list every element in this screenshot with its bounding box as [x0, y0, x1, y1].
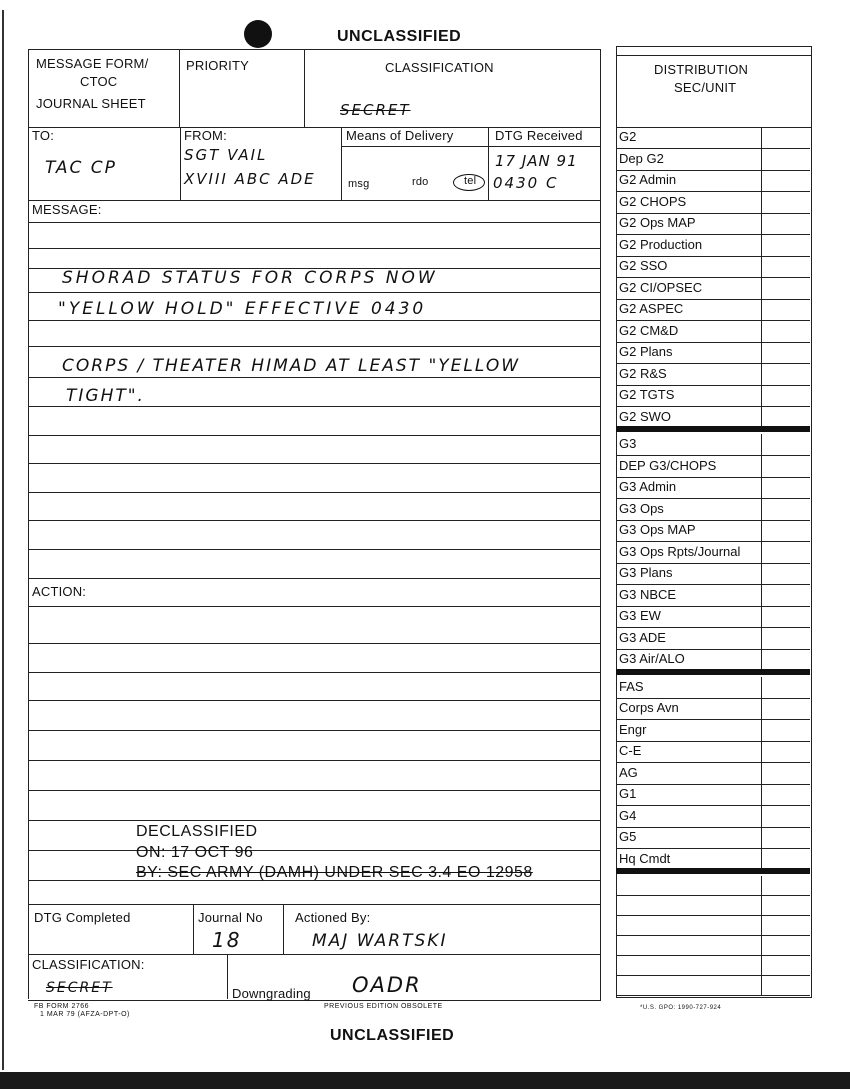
distribution-row-label: G5: [619, 829, 637, 844]
distribution-checkbox-cell: [761, 127, 762, 148]
distribution-row: [616, 499, 810, 521]
distribution-blank-row: [616, 956, 810, 976]
distribution-row: [616, 434, 810, 456]
distribution-row-label: G3 Ops: [619, 500, 664, 516]
distribution-row-label: FAS: [619, 678, 644, 694]
distribution-checkbox-cell: [761, 385, 762, 406]
distribution-row: [616, 342, 810, 364]
distribution-row: [616, 563, 810, 585]
downgrading-value: OADR: [352, 973, 422, 997]
delivery-label: Means of Delivery: [346, 128, 454, 143]
distribution-row-label: G4: [619, 807, 637, 823]
distribution-checkbox-cell: [761, 698, 762, 719]
message-label: MESSAGE:: [32, 202, 102, 217]
distribution-row: [616, 256, 810, 278]
footer-classification-label: CLASSIFICATION:: [32, 957, 145, 972]
from-value-line1: SGT VAIL: [184, 146, 268, 164]
declassified-stamp-line1: DECLASSIFIED: [136, 823, 258, 840]
distribution-row: [616, 235, 810, 257]
distribution-row-label: G2 Production: [619, 236, 703, 252]
distribution-row: [616, 213, 810, 235]
actioned-by-label: Actioned By:: [295, 910, 371, 925]
distribution-checkbox-cell: [761, 849, 762, 870]
distribution-checkbox-cell: [761, 916, 762, 935]
distribution-checkbox-cell: [761, 477, 762, 498]
distribution-checkbox-cell: [761, 741, 762, 762]
distribution-row-label: G2 Plans: [619, 344, 673, 359]
distribution-checkbox-cell: [761, 321, 762, 342]
distribution-title-line1: DISTRIBUTION: [654, 62, 749, 77]
to-label: TO:: [32, 128, 55, 143]
distribution-checkbox-cell: [761, 170, 762, 191]
distribution-row-label: G3 Air/ALO: [619, 651, 685, 666]
distribution-row: [616, 628, 810, 650]
distribution-row-label: Dep G2: [619, 150, 664, 166]
actioned-by-value: MAJ WARTSKI: [312, 931, 448, 951]
distribution-row-label: G3 ADE: [619, 629, 666, 645]
distribution-checkbox-cell: [761, 235, 762, 256]
declassified-stamp-line3: BY: SEC ARMY (DAMH) UNDER SEC 3.4 EO 12958: [136, 864, 533, 881]
distribution-checkbox-cell: [761, 720, 762, 741]
message-line-4: TIGHT".: [66, 386, 145, 406]
distribution-row: [616, 127, 810, 149]
distribution-row: [616, 720, 810, 742]
distribution-group-separator: [616, 868, 810, 874]
distribution-row-label: DEP G3/CHOPS: [619, 457, 717, 473]
distribution-checkbox-cell: [761, 499, 762, 520]
distribution-row-label: G3 Admin: [619, 479, 677, 494]
distribution-row: [616, 827, 810, 849]
dtg-completed-label: DTG Completed: [34, 910, 131, 925]
distribution-checkbox-cell: [761, 563, 762, 584]
scan-edge: [0, 1072, 850, 1089]
distribution-row-label: G3 Ops MAP: [619, 522, 696, 537]
action-label: ACTION:: [32, 584, 87, 599]
form-number: FB FORM 2766: [34, 1003, 90, 1010]
to-value: TAC CP: [45, 158, 117, 178]
distribution-row: [616, 763, 810, 785]
distribution-row: [616, 477, 810, 499]
distribution-checkbox-cell: [761, 827, 762, 848]
distribution-row: [616, 806, 810, 828]
form-title-line2: CTOC: [80, 74, 118, 89]
distribution-checkbox-cell: [761, 628, 762, 649]
distribution-checkbox-cell: [761, 876, 762, 895]
distribution-checkbox-cell: [761, 278, 762, 299]
distribution-checkbox-cell: [761, 256, 762, 277]
classification-header-value: SECRET: [340, 101, 411, 119]
distribution-checkbox-cell: [761, 520, 762, 541]
form-date: 1 MAR 79 (AFZA-DPT-O): [40, 1011, 130, 1018]
distribution-row: [616, 520, 810, 542]
delivery-tel: tel: [464, 175, 477, 187]
distribution-group-separator: [616, 426, 810, 432]
hole-punch: [244, 20, 272, 48]
journal-no-value: 18: [212, 928, 242, 952]
distribution-row: [616, 542, 810, 564]
distribution-checkbox-cell: [761, 342, 762, 363]
dtg-received-value-line1: 17 JAN 91: [495, 152, 578, 170]
form-title-line1: MESSAGE FORM/: [36, 56, 149, 71]
distribution-checkbox-cell: [761, 434, 762, 455]
distribution-checkbox-cell: [761, 364, 762, 385]
distribution-row-label: G3: [619, 436, 637, 451]
page-edge: [2, 10, 4, 1070]
distribution-row-label: G2: [619, 129, 637, 144]
dtg-received-label: DTG Received: [495, 128, 583, 143]
distribution-row-label: G2 CM&D: [619, 322, 679, 338]
distribution-row: [616, 677, 810, 699]
distribution-row: [616, 698, 810, 720]
distribution-checkbox-cell: [761, 213, 762, 234]
distribution-checkbox-cell: [761, 606, 762, 627]
distribution-row: [616, 321, 810, 343]
distribution-checkbox-cell: [761, 956, 762, 975]
distribution-checkbox-cell: [761, 585, 762, 606]
distribution-checkbox-cell: [761, 542, 762, 563]
distribution-checkbox-cell: [761, 806, 762, 827]
priority-label: PRIORITY: [186, 58, 249, 73]
distribution-row-label: G2 CHOPS: [619, 193, 687, 209]
from-value-line2: XVIII ABC ADE: [184, 170, 316, 188]
distribution-row: [616, 364, 810, 386]
delivery-msg: msg: [348, 178, 370, 190]
distribution-row-label: G2 SWO: [619, 408, 672, 424]
distribution-checkbox-cell: [761, 896, 762, 915]
distribution-row-label: G3 Ops Rpts/Journal: [619, 543, 741, 559]
distribution-row: [616, 606, 810, 628]
distribution-row: [616, 170, 810, 192]
distribution-checkbox-cell: [761, 407, 762, 428]
distribution-checkbox-cell: [761, 784, 762, 805]
distribution-row: [616, 784, 810, 806]
message-line-2: "YELLOW HOLD" EFFECTIVE 0430: [58, 299, 427, 319]
distribution-blank-row: [616, 896, 810, 916]
distribution-row-label: G2 TGTS: [619, 387, 675, 402]
distribution-blank-row: [616, 876, 810, 896]
dtg-received-value-line2: 0430 C: [493, 174, 559, 192]
distribution-row-label: G3 Plans: [619, 565, 673, 580]
message-line-3: CORPS / THEATER HIMAD AT LEAST "YELLOW: [62, 356, 521, 376]
classification-header-label: CLASSIFICATION: [385, 60, 494, 75]
distribution-row-label: G3 NBCE: [619, 586, 677, 602]
distribution-checkbox-cell: [761, 299, 762, 320]
distribution-row: [616, 456, 810, 478]
distribution-row-label: G2 R&S: [619, 365, 667, 381]
distribution-group-separator: [616, 669, 810, 675]
distribution-checkbox-cell: [761, 149, 762, 170]
distribution-row: [616, 149, 810, 171]
distribution-row-label: C-E: [619, 743, 642, 758]
distribution-checkbox-cell: [761, 763, 762, 784]
distribution-row-label: Hq Cmdt: [619, 850, 671, 866]
distribution-checkbox-cell: [761, 649, 762, 670]
distribution-row-label: AG: [619, 764, 638, 780]
downgrading-label: Downgrading: [232, 986, 311, 1001]
distribution-title-line2: SEC/UNIT: [674, 80, 737, 95]
footer-classification-value: SECRET: [46, 980, 113, 996]
delivery-rdo: rdo: [412, 176, 429, 188]
classification-banner-bottom: UNCLASSIFIED: [330, 1027, 455, 1044]
distribution-row: [616, 278, 810, 300]
gpo-imprint: *U.S. GPO: 1990-727-924: [640, 1005, 722, 1011]
distribution-row-label: G1: [619, 786, 637, 801]
journal-no-label: Journal No: [198, 910, 263, 925]
distribution-row: [616, 741, 810, 763]
message-line-1: SHORAD STATUS FOR CORPS NOW: [62, 268, 438, 288]
distribution-row: [616, 192, 810, 214]
distribution-row-label: G3 EW: [619, 608, 661, 623]
distribution-checkbox-cell: [761, 677, 762, 698]
distribution-row-label: Engr: [619, 721, 647, 737]
distribution-row-label: G2 SSO: [619, 258, 668, 273]
distribution-row: [616, 385, 810, 407]
distribution-checkbox-cell: [761, 192, 762, 213]
distribution-checkbox-cell: [761, 456, 762, 477]
distribution-row-label: G2 ASPEC: [619, 301, 684, 316]
distribution-row: [616, 299, 810, 321]
form-title-line3: JOURNAL SHEET: [36, 96, 146, 111]
distribution-blank-row: [616, 916, 810, 936]
distribution-row-label: Corps Avn: [619, 700, 679, 715]
distribution-checkbox-cell: [761, 976, 762, 995]
distribution-row-label: G2 CI/OPSEC: [619, 279, 703, 295]
previous-edition-note: PREVIOUS EDITION OBSOLETE: [324, 1003, 443, 1010]
distribution-row-label: G2 Admin: [619, 172, 677, 187]
declassified-stamp-line2: ON: 17 OCT 96: [136, 844, 254, 861]
distribution-blank-row: [616, 936, 810, 956]
distribution-row-label: G2 Ops MAP: [619, 215, 696, 230]
distribution-row: [616, 585, 810, 607]
classification-banner-top: UNCLASSIFIED: [337, 28, 462, 45]
distribution-checkbox-cell: [761, 936, 762, 955]
from-label: FROM:: [184, 128, 227, 143]
distribution-blank-row: [616, 976, 810, 996]
